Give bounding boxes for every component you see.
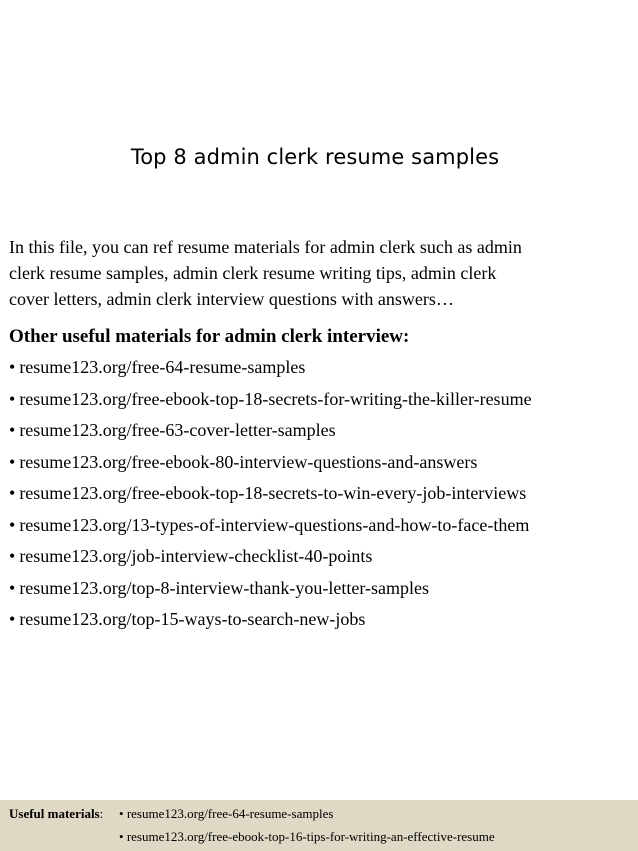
footer-bar (0, 800, 638, 851)
material-link[interactable]: resume123.org/top-8-interview-thank-you-letter-samples (19, 577, 429, 598)
bullet-icon: • (9, 577, 16, 598)
material-link[interactable]: resume123.org/top-15-ways-to-search-new-jobs (19, 609, 366, 629)
material-link[interactable]: resume123.org/free-ebook-top-18-secrets-to-win-every-job-interviews (19, 483, 527, 503)
footer-link-row (119, 829, 495, 845)
intro-line: cover letters, admin clerk interview questions with answers… (9, 289, 454, 309)
intro-paragraph (9, 234, 629, 312)
materials-link-list (9, 354, 532, 638)
list-item (9, 606, 532, 638)
material-link[interactable]: resume123.org/job-interview-checklist-40-points (19, 546, 373, 566)
bullet-icon: • (9, 451, 16, 472)
footer-label-colon: : (99, 806, 104, 821)
other-materials-heading: Other useful materials for admin clerk interview: (9, 326, 410, 347)
footer-label-text: Useful materials (9, 806, 100, 821)
material-link[interactable]: resume123.org/free-ebook-80-interview-questions-and-answers (19, 451, 478, 472)
bullet-icon: • (9, 483, 16, 503)
footer-link[interactable]: resume123.org/free-64-resume-samples (126, 806, 334, 821)
list-item (9, 354, 532, 386)
list-item (9, 512, 532, 544)
list-item (9, 543, 532, 575)
list-item (9, 575, 532, 607)
bullet-icon: • (9, 546, 16, 566)
footer-link-row (119, 806, 333, 822)
bullet-icon: • (119, 829, 124, 844)
intro-line: In this file, you can ref resume materials for admin clerk such as admin (9, 237, 522, 257)
footer-label (9, 806, 103, 822)
list-item (9, 449, 532, 481)
list-item (9, 386, 532, 418)
footer-link[interactable]: resume123.org/free-ebook-top-16-tips-for-writing-an-effective-resume (126, 829, 495, 844)
bullet-icon: • (9, 609, 16, 629)
list-item (9, 480, 532, 512)
material-link[interactable]: resume123.org/free-63-cover-letter-samples (19, 420, 336, 440)
bullet-icon: • (9, 420, 16, 440)
material-link[interactable]: resume123.org/free-64-resume-samples (19, 357, 306, 377)
list-item (9, 417, 532, 449)
material-link[interactable]: resume123.org/13-types-of-interview-questions-and-how-to-face-them (19, 514, 530, 535)
bullet-icon: • (119, 806, 124, 821)
bullet-icon: • (9, 388, 16, 409)
material-link[interactable]: resume123.org/free-ebook-top-18-secrets-for-writing-the-killer-resume (19, 388, 532, 409)
bullet-icon: • (9, 514, 16, 535)
bullet-icon: • (9, 357, 16, 377)
page-title: Top 8 admin clerk resume samples (130, 145, 500, 169)
intro-line: clerk resume samples, admin clerk resume writing tips, admin clerk (9, 263, 497, 283)
